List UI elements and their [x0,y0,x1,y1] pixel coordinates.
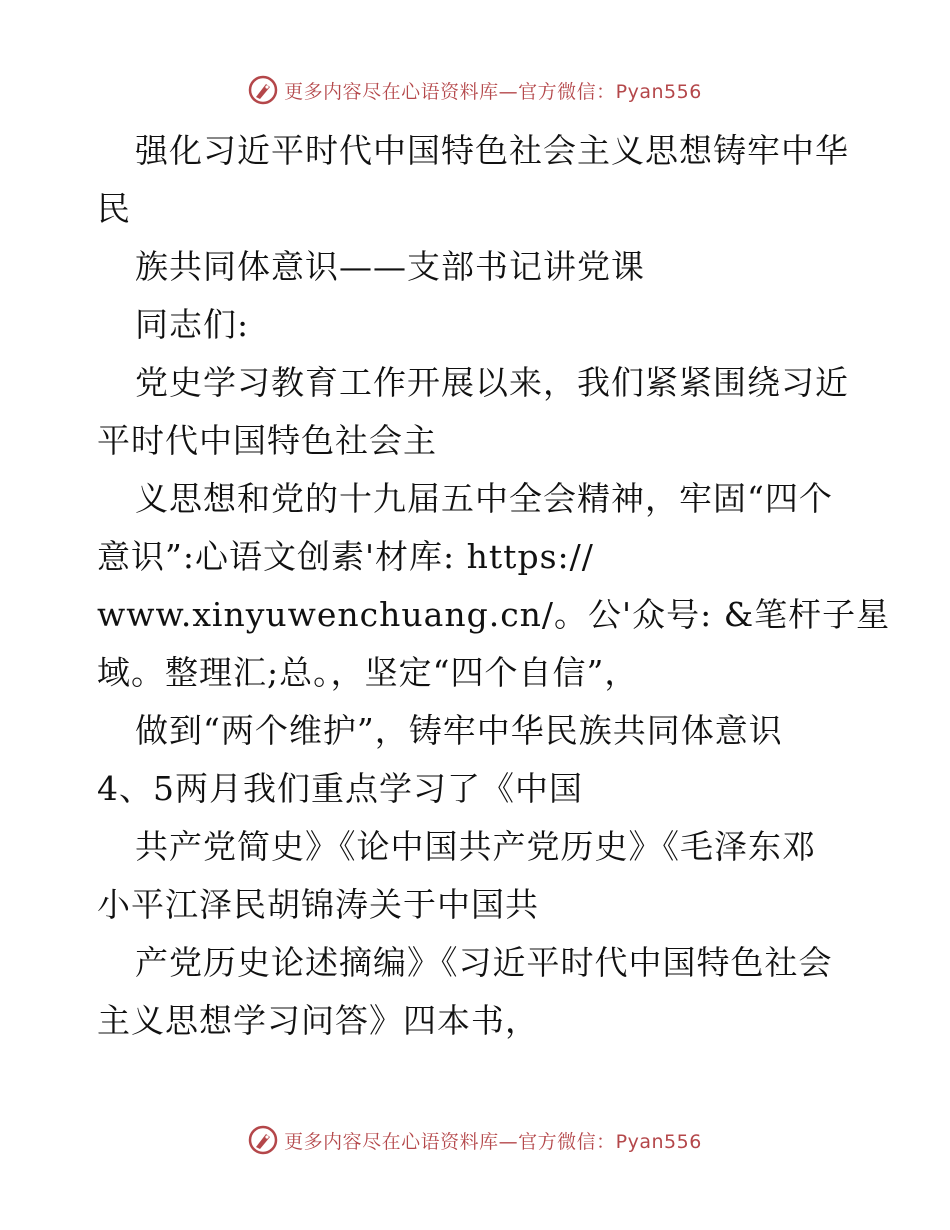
header-banner-text[interactable]: 更多内容尽在心语资料库—官方微信：Pyan556 [284,80,702,103]
footer-banner-text[interactable]: 更多内容尽在心语资料库—官方微信：Pyan556 [284,1130,702,1153]
text-line: 做到“两个维护”，铸牢中华民族共同体意识 [135,711,783,750]
text-line: 域。整理汇;总。，坚定“四个自信”， [97,653,639,692]
text-line: 族共同体意识——支部书记讲党课 [135,247,645,286]
text-line: 产党历史论述摘编》《习近平时代中国特色社会 [135,943,833,982]
text-line: 主义思想学习问答》四本书， [97,1001,539,1040]
pen-nib-logo-icon [248,75,278,105]
text-line: www.xinyuwenchuang.cn/。公'众号: &笔杆子星 [97,595,891,634]
text-line: 民 [97,189,131,228]
text-line: 强化习近平时代中国特色社会主义思想铸牢中华 [135,131,849,170]
text-line: 同志们: [135,305,250,344]
text-line: 共产党简史》《论中国共产党历史》《毛泽东邓 [135,827,816,866]
text-line: 平时代中国特色社会主 [97,421,437,460]
text-line: 小平江泽民胡锦涛关于中国共 [97,885,539,924]
header-banner [0,70,950,110]
text-line: 义思想和党的十九届五中全会精神，牢固“四个 [135,479,833,518]
footer-banner [0,1120,950,1160]
document-body [97,122,891,1050]
text-line: 党史学习教育工作开展以来，我们紧紧围绕习近 [135,363,849,402]
text-line: 4、5两月我们重点学习了《中国 [97,769,583,808]
pen-nib-logo-icon [248,1125,278,1155]
text-line: 意识”:心语文创素'材库: https:// [97,537,594,576]
